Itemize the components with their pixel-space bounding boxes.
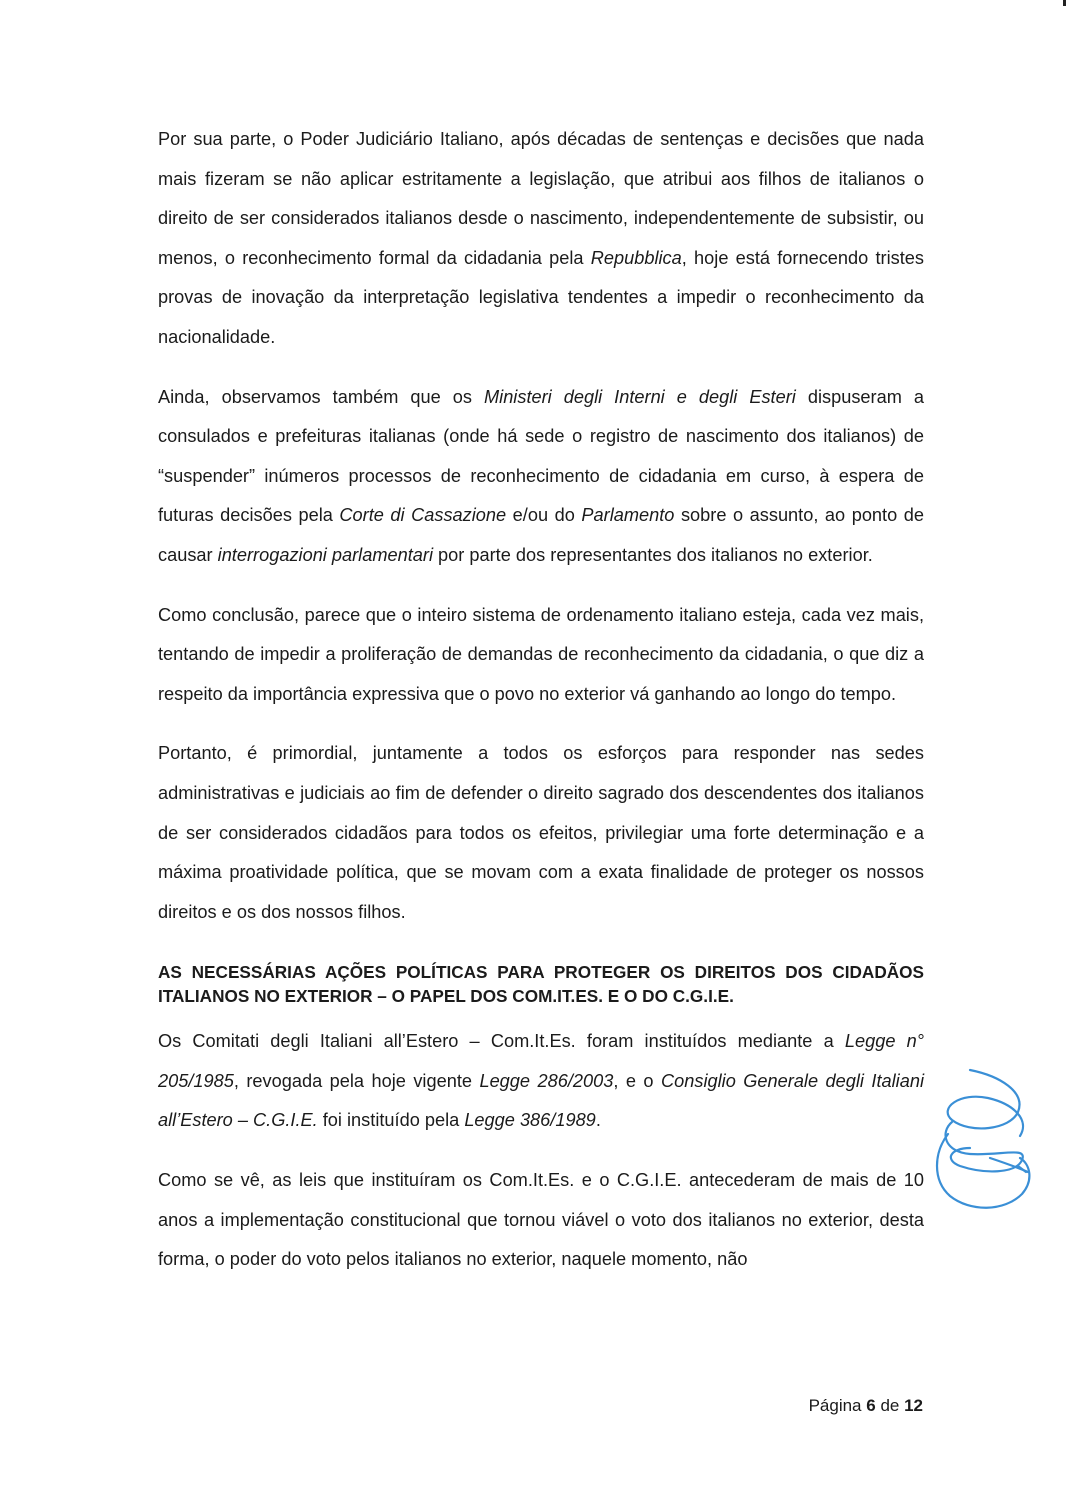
section-heading: AS NECESSÁRIAS AÇÕES POLÍTICAS PARA PROTEGER OS DIREITOS DOS CIDADÃOS ITALIANOS NO EXTERIOR – O PAPEL DOS COM.IT.ES. E O DO C.G.I.E.	[158, 962, 924, 1007]
italic-term: Corte di Cassazione	[339, 505, 507, 526]
italic-term: interrogazioni parlamentari	[217, 544, 433, 565]
paragraph-text: Ainda, observamos também que os	[158, 386, 484, 407]
paragraph-text: .	[595, 1110, 601, 1131]
page-number-footer	[809, 1396, 923, 1416]
paragraph-conclusion: Como conclusão, parece que o inteiro sistema de ordenamento italiano esteja, cada vez mais, tentando de impedir a proliferação de demandas de reconhecimento da cidadania, o que diz a respeito da importância expressiva que o povo no exterior vá ganhando ao longo do tempo.	[158, 604, 924, 704]
footer-label: Página	[808, 1396, 867, 1415]
page-body	[158, 120, 924, 1300]
italic-term: Parlamento	[581, 505, 675, 526]
italic-term: Consiglio Generale degli Italiani all’Estero – C.G.I.E.	[158, 1070, 924, 1131]
italic-term: Repubblica	[590, 247, 682, 268]
paragraph-text: Por sua parte, o Poder Judiciário Italiano, após décadas de sentenças e decisões que nada mais fizeram se não aplicar estritamente a legislação, que atribui aos filhos de italianos o direito de ser considerados italianos desde o nascimento, independentemente de subsistir, ou menos, o reconhecimento formal da cidadania pela	[158, 129, 924, 268]
scan-edge-mark	[1063, 0, 1066, 6]
paragraph-text: , hoje está fornecendo tristes provas de inovação da interpretação legislativa tendentes a impedir o reconhecimento da nacionalidade.	[158, 247, 924, 347]
paragraph-text: e/ou do	[506, 505, 582, 526]
italic-term: Legge 286/2003	[479, 1070, 614, 1091]
current-page-number: 6	[866, 1396, 876, 1415]
paragraph-judiciary	[158, 120, 924, 358]
handwritten-initials-signature	[930, 1062, 1040, 1222]
footer-separator: de	[875, 1396, 905, 1415]
italic-term: Legge n° 205/1985	[158, 1031, 924, 1091]
paragraph-laws: Como se vê, as leis que instituíram os Com.It.Es. e o C.G.I.E. antecederam de mais de 10 anos a implementação constitucional que tornou viável o voto dos italianos no exterior, desta forma, o poder do voto pelos italianos no exterior, naquele momento, não	[158, 1170, 924, 1270]
italic-term: Ministeri degli Interni e degli Esteri	[484, 386, 796, 407]
paragraph-comites	[158, 1022, 924, 1141]
paragraph-text: por parte dos representantes dos italianos no exterior.	[433, 544, 873, 565]
total-pages-number: 12	[904, 1396, 923, 1415]
paragraph-text: Os Comitati degli Italiani all’Estero – Com.It.Es. foram instituídos mediante a	[158, 1031, 845, 1052]
paragraph-text: dispuseram a consulados e prefeituras italianas (onde há sede o registro de nascimento dos italianos) de “suspender” inúmeros processos de reconhecimento de cidadania em curso, à espera de futuras decisões pela	[158, 386, 924, 526]
paragraph-text: foi instituído pela	[317, 1110, 465, 1131]
paragraph-ministries	[158, 378, 924, 576]
paragraph-text: , revogada pela hoje vigente	[233, 1070, 480, 1091]
paragraph-therefore: Portanto, é primordial, juntamente a todos os esforços para responder nas sedes administrativas e judiciais ao fim de defender o direito sagrado dos descendentes dos italianos de ser considerados cidadãos para todos os efeitos, privilegiar uma forte determinação e a máxima proatividade política, que se movam com a exata finalidade de proteger os nossos direitos e os dos nossos filhos.	[158, 743, 924, 922]
paragraph-text: sobre o assunto, ao ponto de causar	[158, 505, 924, 565]
paragraph-text: , e o	[613, 1070, 661, 1091]
italic-term: Legge 386/1989	[464, 1110, 596, 1131]
